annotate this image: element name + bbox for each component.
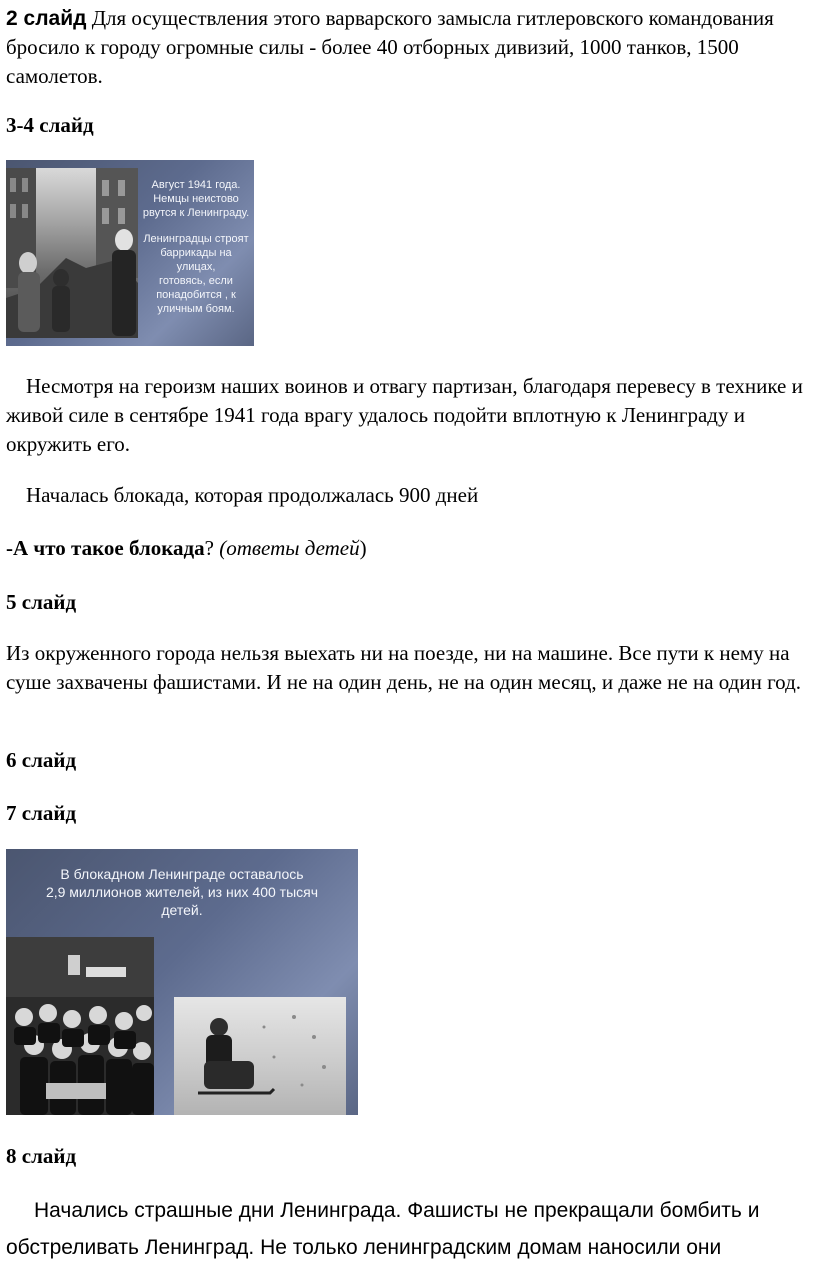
slide-1-caption: [140, 178, 252, 316]
barricade-street-photo: [6, 168, 138, 338]
question-mark: ?: [204, 536, 220, 560]
children-group-drawing: [6, 937, 154, 1115]
paragraph-encircled-city: Из окруженного города нельзя выехать ни на поезде, ни на машине. Все пути к нему на суше захвачены фашистами. И не на один день, не на один месяц, и даже не на один год.: [6, 641, 802, 694]
slide-2-text: Для осуществления этого варварского замысла гитлеровского командования бросило к городу огромные силы - более 40 отборных дивизий, 1000 танков, 1500 самолетов.: [6, 6, 774, 88]
paragraph-siege-start: Несмотря на героизм наших воинов и отвагу партизан, благодаря перевесу в технике и живой силе в сентябре 1941 года врагу удалось подойти вплотную к Ленинграду и окружить его.: [6, 374, 803, 456]
heading-slide-6: 6 слайд: [6, 748, 77, 772]
slide-1-line-2: Немцы неистово: [153, 193, 239, 205]
paragraph-slide-2: [6, 4, 812, 91]
slide-1-line-1: Август 1941 года.: [151, 179, 241, 191]
slide-1-line-5: баррикады на улицах,: [160, 247, 232, 273]
slide-image-august-1941: [6, 160, 254, 346]
children-group-photo: [6, 937, 154, 1115]
slide-2-line-3: детей.: [161, 902, 203, 918]
slide-1-line-8: уличным боям.: [157, 303, 235, 315]
heading-slide-8: 8 слайд: [6, 1144, 77, 1168]
paragraph-blockade-900-days: Началась блокада, которая продолжалась 900 дней: [26, 483, 479, 507]
street-scene-drawing: [6, 168, 138, 338]
heading-slide-7: 7 слайд: [6, 801, 77, 825]
heading-slide-5: 5 слайд: [6, 590, 77, 614]
slide-1-line-7: понадобится , к: [156, 289, 236, 301]
slide-1-line-6: готовясь, если: [159, 275, 233, 287]
slide-2-line-2: 2,9 миллионов жителей, из них 400 тысяч: [45, 884, 319, 900]
question-bold: -А что такое блокада: [6, 536, 205, 560]
child-with-sled-photo: [174, 997, 346, 1115]
slide-1-line-4: Ленинградцы строят: [143, 233, 249, 245]
paragraph-terrible-days: Начались страшные дни Ленинграда. Фашисты не прекращали бомбить и обстреливать Ленинград. Не только ленинградским домам наносили они: [6, 1199, 760, 1259]
slide-2-label: 2 слайд: [6, 7, 87, 30]
question-italic: (ответы детей: [219, 536, 360, 560]
slide-1-line-3: рвутся к Ленинграду.: [142, 207, 250, 219]
slide-image-blockade-residents: [6, 849, 358, 1115]
slide-2-caption: [6, 865, 358, 919]
child-with-sled-drawing: [174, 997, 346, 1115]
heading-slide-3-4: 3-4 слайд: [6, 113, 94, 137]
slide-2-line-1: В блокадном Ленинграде оставалось: [60, 866, 304, 882]
question-close: ): [359, 536, 367, 560]
question-what-is-blockade: [6, 534, 812, 563]
